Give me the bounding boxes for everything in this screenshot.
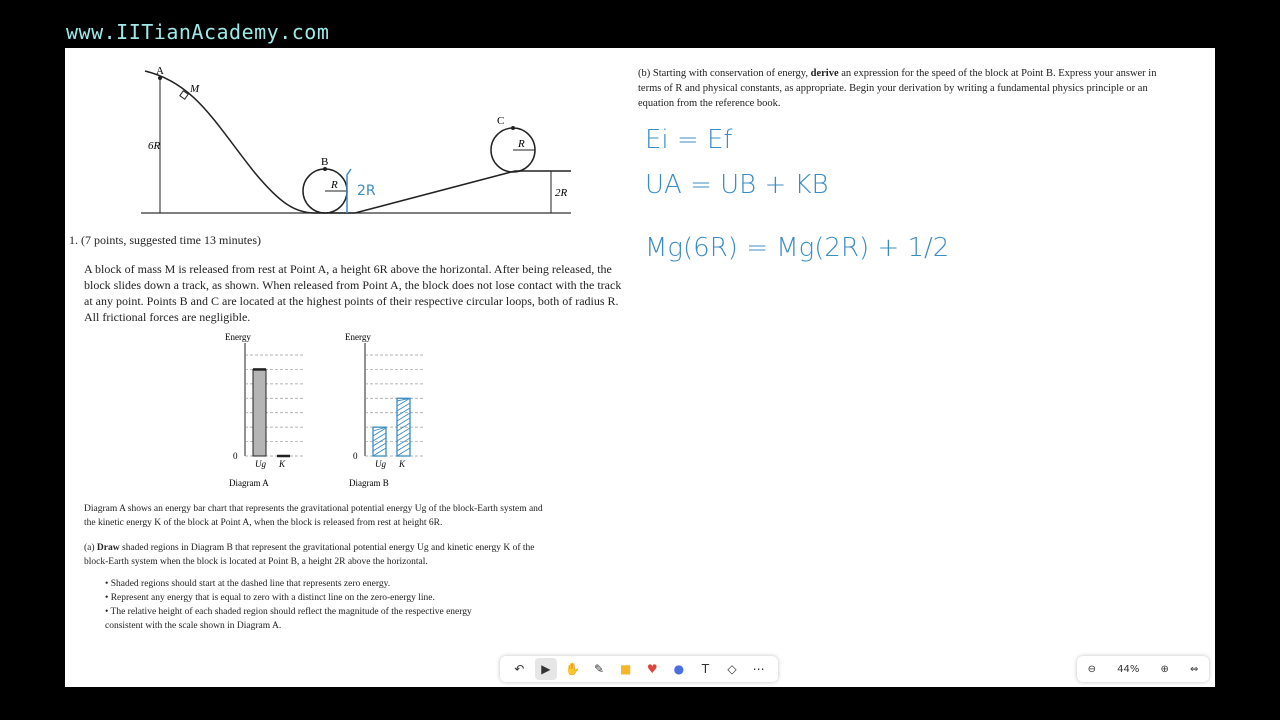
- chart-title: Diagram B: [349, 478, 389, 488]
- more-icon[interactable]: ⋯: [752, 662, 765, 676]
- part-a-label: (a): [84, 543, 95, 553]
- zoom-out-icon[interactable]: ⊖: [1087, 663, 1096, 675]
- part-b: [638, 66, 1158, 111]
- bullet-item: • Shaded regions should start at the dashed line that represents zero energy.: [105, 579, 391, 589]
- shapes-icon[interactable]: ◇: [727, 662, 737, 676]
- zero-label: 0: [353, 451, 358, 461]
- handwritten-2r: 2R: [357, 183, 376, 199]
- sticky-note-icon[interactable]: ■: [620, 662, 632, 676]
- zoom-level: 44%: [1117, 663, 1140, 675]
- zoom-controls: [1077, 656, 1209, 682]
- part-a-text: shaded regions in Diagram B that represent the gravitational potential energy Ug and kinetic energy K of the block-Earth system when the block is located at Point B, a height 2R above the horizontal.: [84, 543, 535, 567]
- handwritten-line-3: Mg(6R) = Mg(2R) + 1/2: [645, 233, 950, 263]
- part-b-bold: derive: [810, 68, 839, 79]
- hatch-line: [397, 413, 410, 421]
- category-label: K: [399, 459, 406, 469]
- question-header: 1. (7 points, suggested time 13 minutes): [69, 233, 261, 247]
- hatch-line: [397, 418, 410, 426]
- undo-icon[interactable]: ↶: [514, 662, 525, 676]
- document-page: [65, 48, 1215, 687]
- bullet-item: • Represent any energy that is equal to zero with a distinct line on the zero-energy line.: [105, 593, 435, 603]
- diagram-a-chart: [225, 331, 315, 491]
- site-watermark: www.IITianAcademy.com: [66, 20, 330, 44]
- y-axis-label: Energy: [345, 332, 371, 342]
- hatch-line: [373, 443, 386, 451]
- hand-icon[interactable]: ✋: [565, 662, 580, 676]
- part-b-label: (b) Starting with conservation of energy,: [638, 68, 808, 79]
- chart-title: Diagram A: [229, 478, 269, 488]
- label-m: M: [190, 83, 200, 95]
- category-label: Ug: [375, 459, 386, 469]
- hatch-line: [397, 443, 410, 451]
- hatch-line: [397, 438, 410, 446]
- bar-Ug: [253, 369, 266, 456]
- handwritten-line-2: UA = UB + KB: [645, 170, 829, 200]
- label-a: A: [156, 65, 164, 77]
- part-a-bold: Draw: [96, 543, 120, 553]
- text-icon[interactable]: T: [701, 662, 710, 676]
- hatch-line: [373, 438, 386, 446]
- category-label: Ug: [255, 459, 266, 469]
- heart-icon[interactable]: ♥: [646, 662, 658, 676]
- hatch-line: [397, 433, 410, 441]
- point-c: [511, 126, 515, 130]
- label-r-c: R: [518, 138, 525, 150]
- bullet-item: • The relative height of each shaded region should reflect the magnitude of the respective energy consistent with the scale shown in Diagram A.: [105, 607, 472, 631]
- fit-view-icon[interactable]: ⇔: [1190, 663, 1199, 675]
- pen-icon[interactable]: ✎: [594, 662, 605, 676]
- hatch-line: [397, 408, 410, 416]
- hatch-line: [397, 423, 410, 431]
- handwritten-line-1: Ei = Ef: [645, 125, 733, 155]
- question-intro: A block of mass M is released from rest at Point A, a height 6R above the horizontal. After being released, the block slides down a track, as shown. When released from Point A, the block does not lose contact with the track at any point. Points B and C are located at the highest points of their respective circular loops, both of radius R. All frictional forces are negligible.: [84, 262, 622, 324]
- category-label: K: [279, 459, 286, 469]
- hatch-line: [373, 448, 386, 456]
- zoom-in-icon[interactable]: ⊕: [1160, 663, 1169, 675]
- label-b: B: [321, 156, 329, 168]
- label-c: C: [497, 115, 505, 127]
- part-b-text: an expression for the speed of the block at Point B. Express your answer in terms of R and physical constants, as appropriate. Begin your derivation by writing a fundamental physics principle or an equation from the reference book.: [638, 68, 1157, 109]
- label-2r: 2R: [555, 187, 568, 199]
- y-axis-label: Energy: [225, 332, 251, 342]
- drawing-toolbar: [500, 656, 778, 682]
- label-6r: 6R: [148, 140, 161, 152]
- diagram-description: Diagram A shows an energy bar chart that represents the gravitational potential energy Ug of the block-Earth system and the kinetic energy K of the block at Point A, when the block is released from rest at height 6R.: [84, 504, 543, 528]
- comment-icon[interactable]: ●: [673, 662, 685, 676]
- part-a-bullets: [105, 577, 505, 633]
- zero-label: 0: [233, 451, 238, 461]
- hatch-line: [373, 433, 386, 441]
- hatch-line: [397, 403, 410, 411]
- label-r-b: R: [331, 179, 338, 191]
- hatch-line: [397, 448, 410, 456]
- diagram-b-chart: [345, 331, 435, 491]
- part-a: [84, 541, 544, 569]
- hatch-line: [397, 428, 410, 436]
- track-diagram: [135, 63, 585, 223]
- handwritten-derivation: [645, 118, 949, 271]
- hand-arrow: [347, 169, 351, 213]
- select-icon[interactable]: ▶: [535, 658, 557, 680]
